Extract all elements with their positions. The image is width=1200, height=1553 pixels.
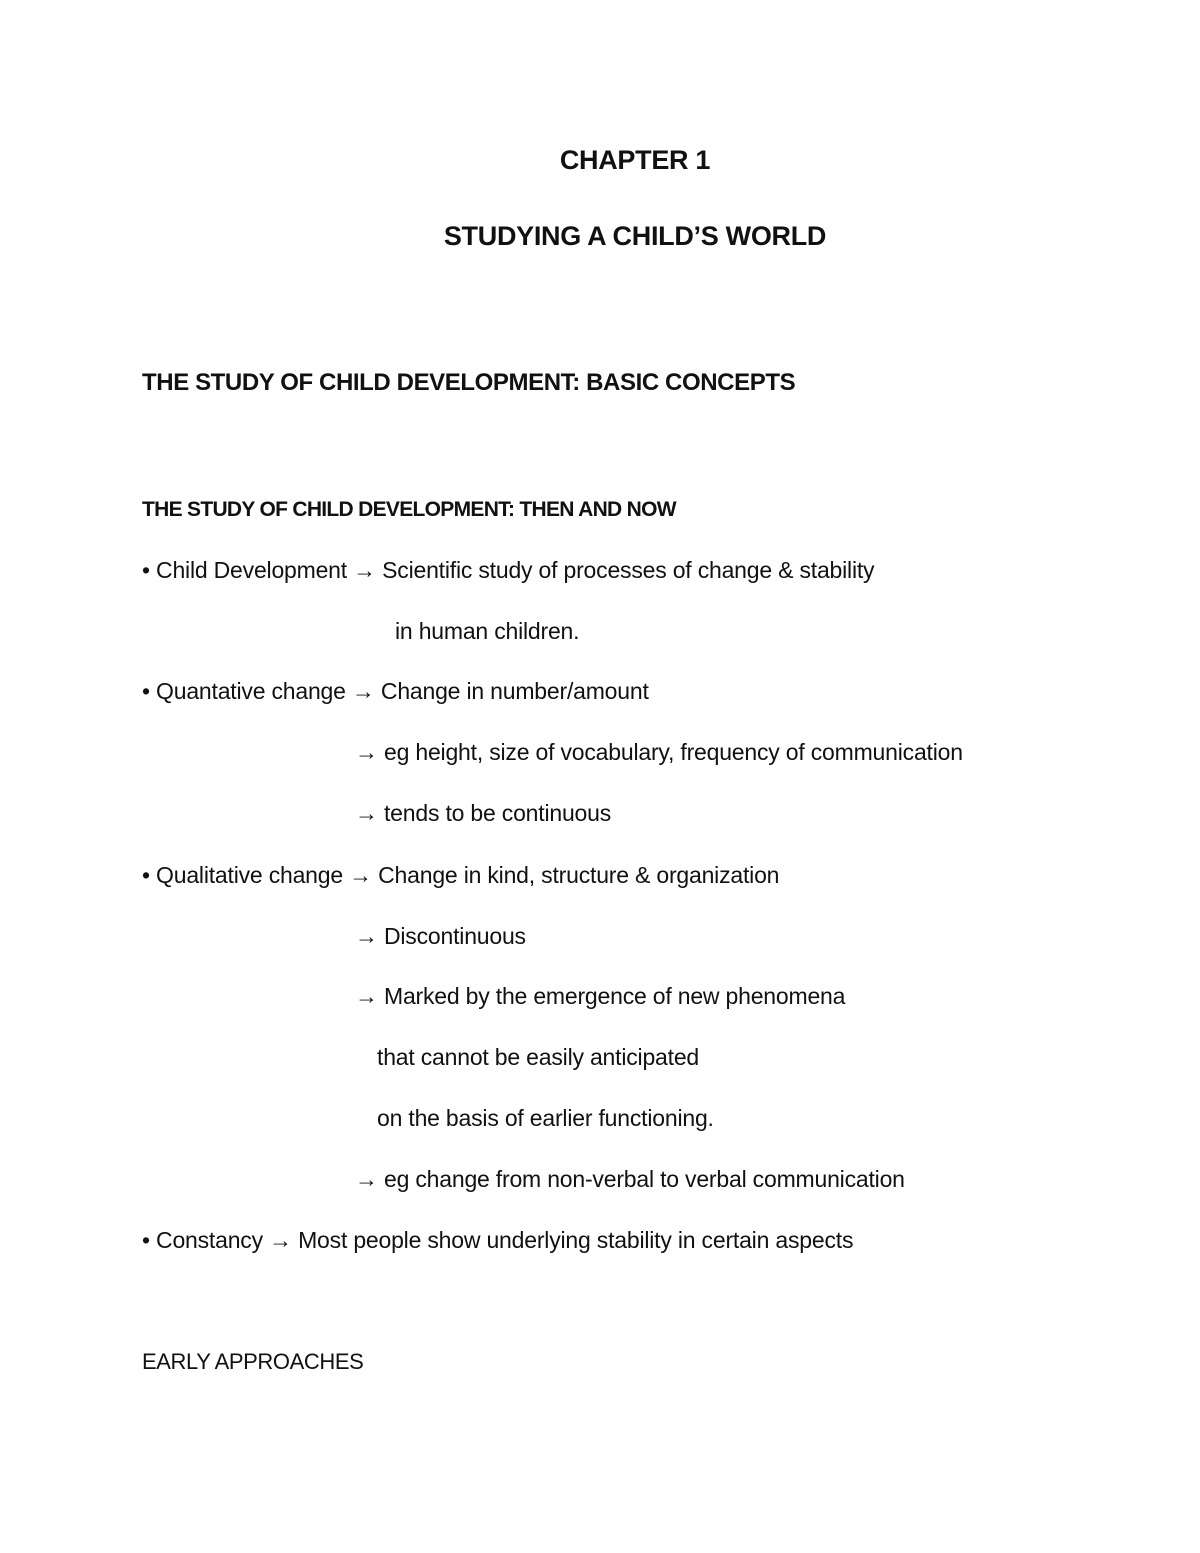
bullet-qualitative-change: • Qualitative change → Change in kind, structure & organization (142, 862, 780, 888)
qualitative-continuation-1: that cannot be easily anticipated (377, 1044, 700, 1070)
section-heading: THE STUDY OF CHILD DEVELOPMENT: BASIC CONCEPTS (142, 369, 796, 396)
quantitative-example: → eg height, size of vocabulary, frequency of communication (355, 739, 963, 765)
bullet-child-development: • Child Development → Scientific study of processes of change & stability (142, 557, 875, 583)
bullet-quantitative-change: • Quantative change → Change in number/amount (142, 678, 649, 704)
quantitative-continuous: → tends to be continuous (355, 800, 612, 826)
subsection-heading: THE STUDY OF CHILD DEVELOPMENT: THEN AND NOW (142, 498, 676, 521)
bullet-constancy: • Constancy → Most people show underlying stability in certain aspects (142, 1227, 854, 1253)
chapter-title: STUDYING A CHILD’S WORLD (443, 221, 827, 251)
chapter-number: CHAPTER 1 (559, 145, 711, 175)
next-section-heading: EARLY APPROACHES (142, 1349, 364, 1374)
qualitative-continuation-2: on the basis of earlier functioning. (377, 1105, 714, 1131)
qualitative-example: → eg change from non-verbal to verbal communication (355, 1166, 905, 1192)
qualitative-emergence: → Marked by the emergence of new phenomena (355, 983, 846, 1009)
child-development-continuation: in human children. (395, 618, 580, 644)
qualitative-discontinuous: → Discontinuous (355, 923, 526, 949)
